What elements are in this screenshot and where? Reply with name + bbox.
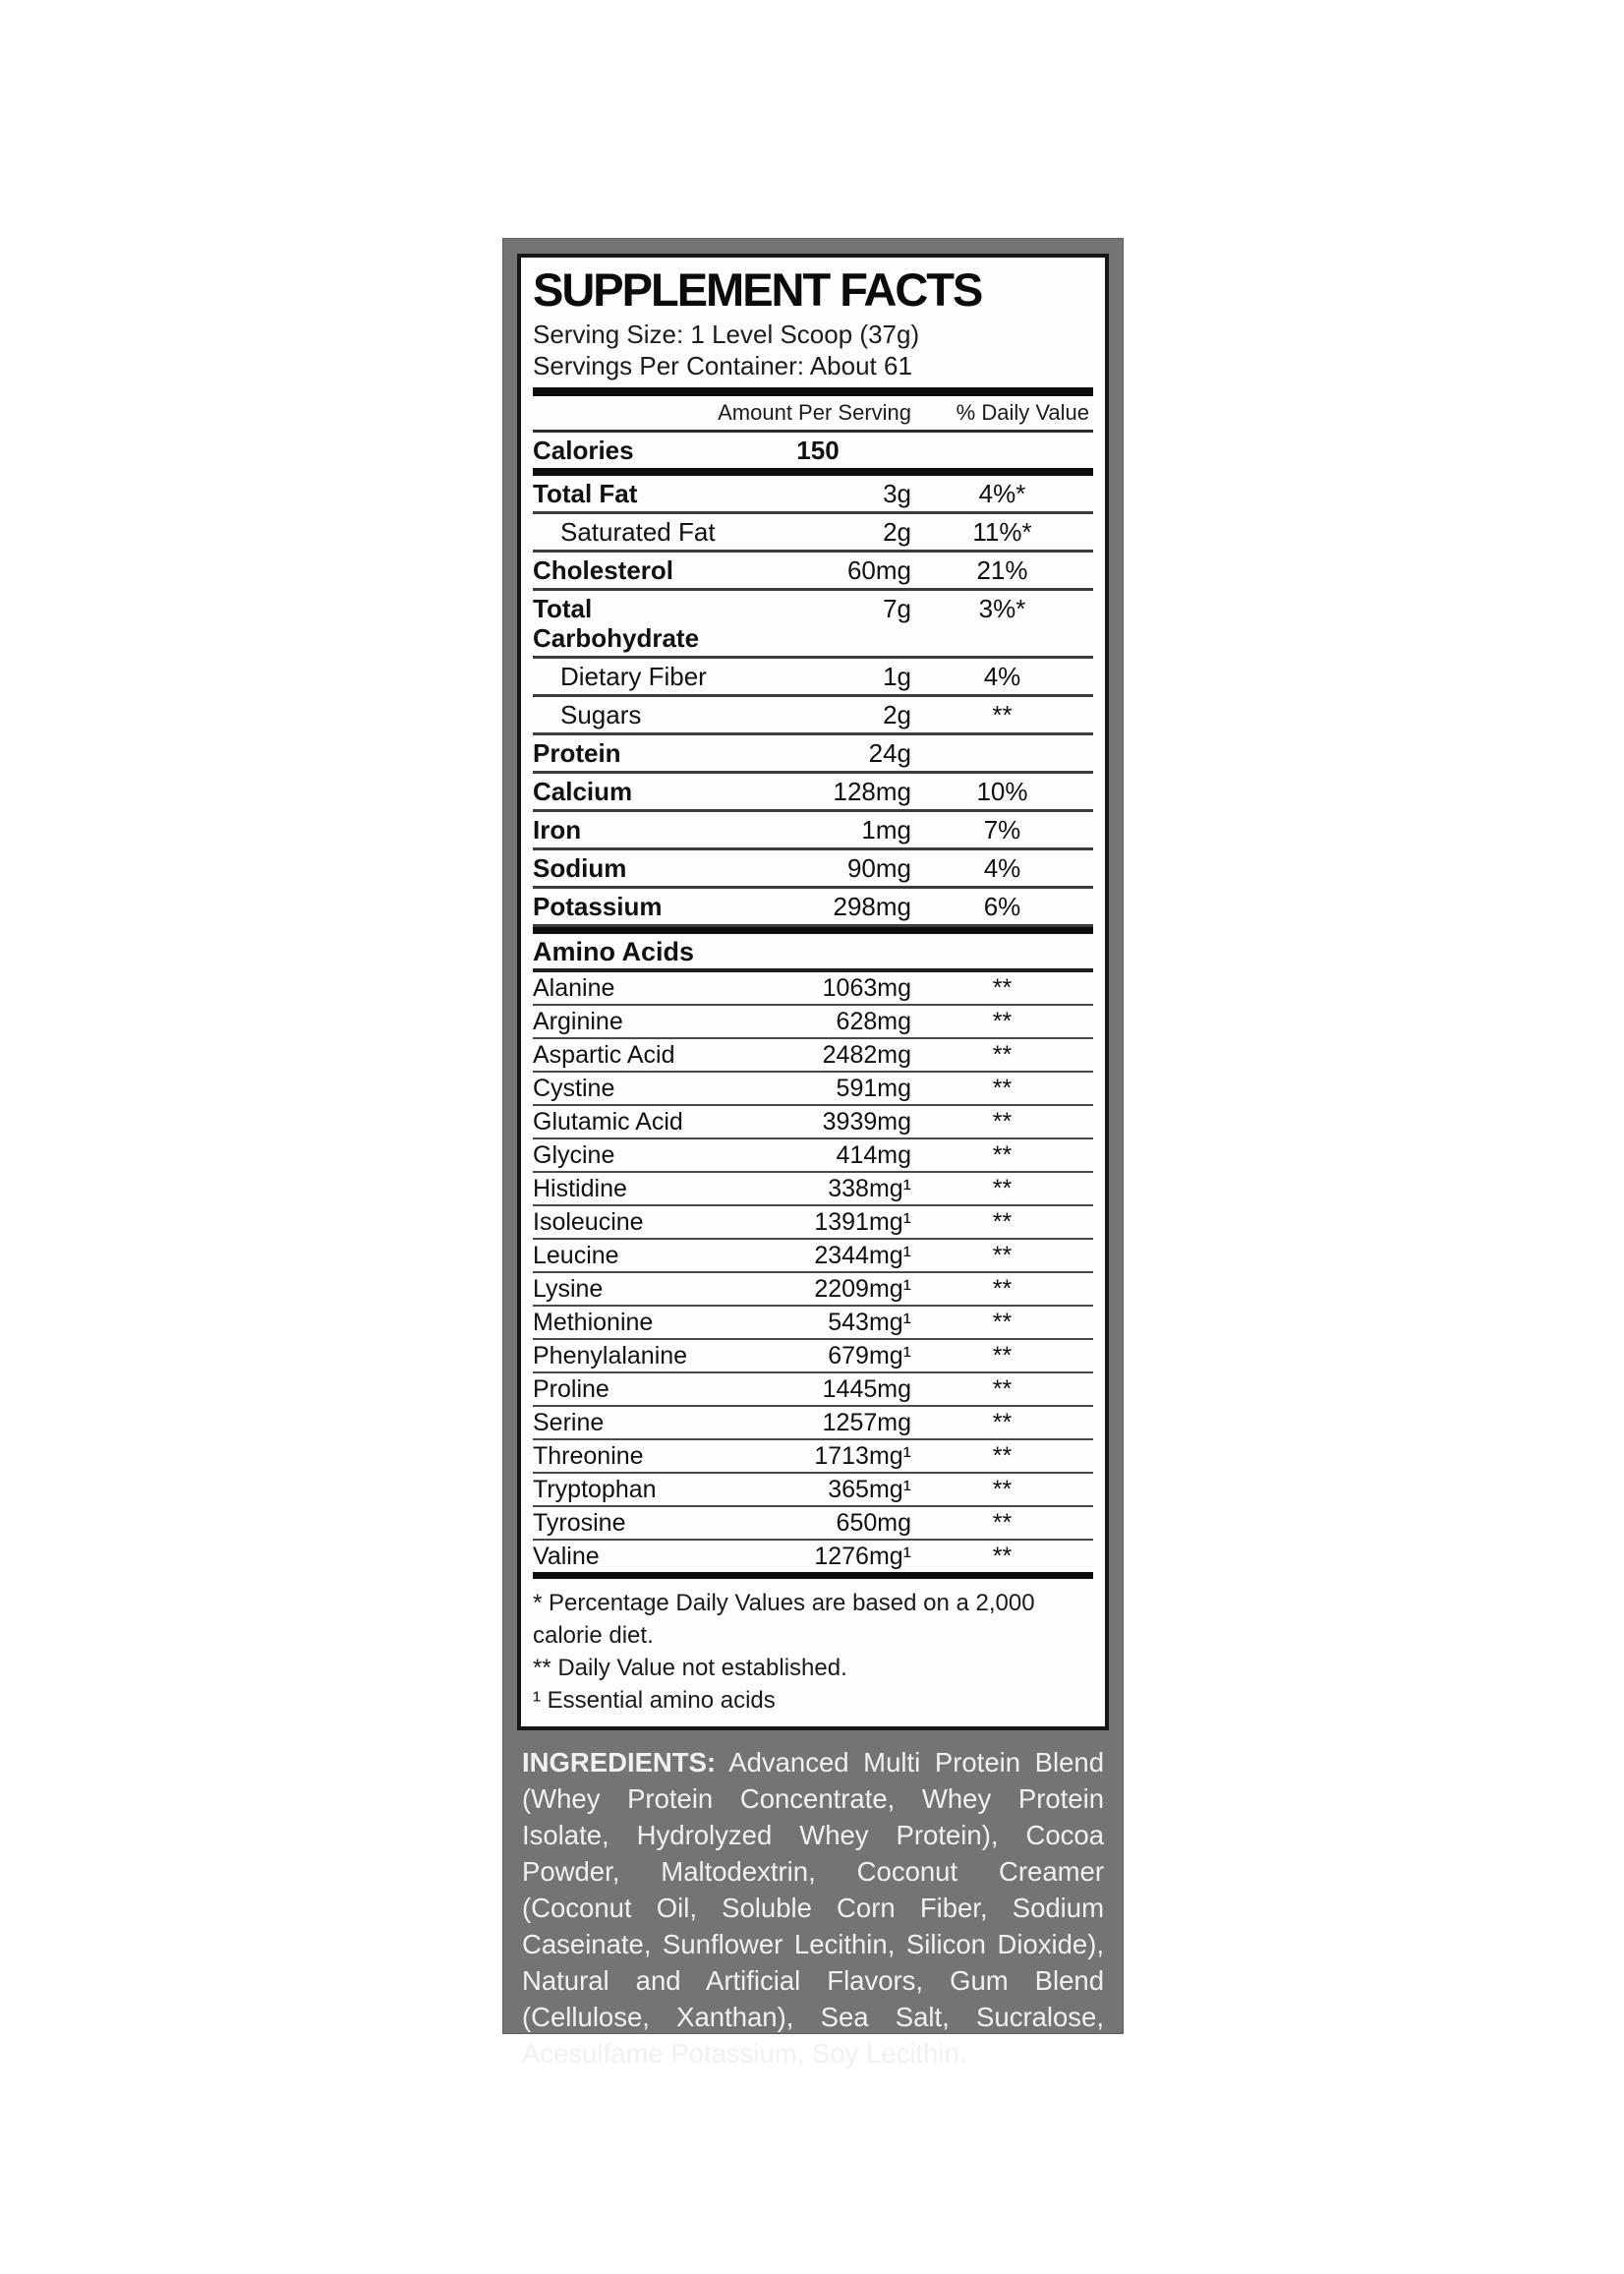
nutrient-name: Iron [533,815,582,845]
nutrient-dv: ** [992,1108,1013,1136]
nutrient-name: Serine [533,1409,605,1436]
nutrient-dv: ** [992,1309,1013,1336]
nutrient-dv: ** [992,1141,1013,1169]
nutrient-name: Cholesterol [533,555,674,585]
nutrient-dv: ** [992,700,1013,729]
table-row [533,1106,1093,1139]
table-row [533,1006,1093,1039]
nutrient-amount: 679mg¹ [828,1342,911,1370]
table-row [533,553,1093,591]
table-row [533,1240,1093,1273]
nutrient-amount: 1713mg¹ [814,1442,911,1470]
nutrient-dv: 21% [976,555,1028,585]
nutrient-amount: 1g [883,662,911,691]
nutrient-dv: 11%* [972,517,1032,547]
nutrient-dv: ** [992,1442,1013,1470]
nutrient-dv: ** [992,1375,1013,1403]
nutrient-dv: 10% [976,777,1028,806]
table-row [533,1307,1093,1340]
ingredients-text: Advanced Multi Protein Blend (Whey Protein Concentrate, Whey Protein Isolate, Hydrolyzed Whey Protein), Cocoa Powder, Maltodextrin, Coconut Creamer (Coconut Oil, Soluble Corn Fiber, Sodium Caseinate, Sunflower Lecithin, Silicon Dioxide), Natural and Artificial Flavors, Gum Blend (Cellulose, Xanthan), Sea Salt, Sucralose, Acesulfame Potassium, Soy Lecithin. [522,1747,1104,2069]
nutrient-name: Glycine [533,1141,615,1169]
nutrient-amount: 3g [883,479,911,508]
nutrient-amount: 2482mg [822,1041,911,1069]
footnote: ** Daily Value not established. [533,1655,847,1681]
nutrient-name: Saturated Fat [560,517,716,547]
servings-per-container: Servings Per Container: About 61 [533,351,912,380]
table-row [533,697,1093,735]
column-header-row [533,396,1093,433]
table-row [533,514,1093,553]
nutrient-dv: ** [992,1208,1013,1236]
nutrient-amount: 2209mg¹ [814,1275,911,1303]
nutrient-amount: 414mg [836,1141,911,1169]
table-row [533,1073,1093,1106]
nutrient-name: Total Carbohydrate [533,594,700,653]
nutrient-amount: 2g [883,517,911,547]
footnote: * Percentage Daily Values are based on a 2,000 calorie diet. [533,1590,1035,1649]
table-row [533,774,1093,812]
table-row [533,1273,1093,1307]
nutrient-amount: 1mg [861,815,911,845]
nutrient-name: Lysine [533,1275,604,1303]
divider-thick [533,387,1093,396]
nutrient-dv: 4%* [978,479,1026,508]
nutrient-name: Protein [533,738,621,768]
amount-column-header: Amount Per Serving [718,400,911,425]
nutrient-amount: 591mg [836,1075,911,1102]
footnote: ¹ Essential amino acids [533,1687,776,1714]
nutrient-amount: 24g [868,738,911,768]
nutrient-name: Tyrosine [533,1509,626,1537]
table-row [533,812,1093,850]
ingredients-label: INGREDIENTS: [522,1747,717,1778]
nutrient-amount: 90mg [846,853,911,883]
dv-column-header: % Daily Value [956,400,1089,425]
nutrient-amount: 1276mg¹ [814,1543,911,1570]
nutrient-amount: 628mg [836,1008,911,1035]
nutrient-dv: 6% [983,892,1021,921]
table-row [533,1407,1093,1440]
nutrient-amount: 2344mg¹ [814,1242,911,1269]
amino-acids-header: Amino Acids [533,927,1093,972]
nutrient-amount: 2g [883,700,911,729]
table-row [533,659,1093,697]
table-row [533,1206,1093,1240]
footnotes [533,1579,1093,1717]
nutrient-amount: 150 [796,436,840,465]
table-row [533,1440,1093,1474]
nutrient-dv: ** [992,1509,1013,1537]
nutrient-dv: ** [992,1476,1013,1503]
nutrient-name: Dietary Fiber [560,662,707,691]
nutrient-name: Calories [533,436,634,465]
serving-info [533,319,1093,381]
nutrient-dv: ** [992,1242,1013,1269]
nutrient-name: Aspartic Acid [533,1041,675,1069]
table-row [533,735,1093,774]
nutrient-dv: ** [992,974,1013,1002]
nutrient-amount: 543mg¹ [828,1309,911,1336]
nutrient-dv: 4% [983,853,1021,883]
nutrient-name: Proline [533,1375,609,1403]
table-row [533,1507,1093,1541]
nutrient-name: Leucine [533,1242,619,1269]
supplement-label [502,238,1124,2069]
nutrient-name: Calcium [533,777,633,806]
nutrient-dv: ** [992,1008,1013,1035]
table-row [533,1340,1093,1373]
nutrient-dv: ** [992,1175,1013,1202]
nutrient-name: Histidine [533,1175,627,1202]
nutrient-dv: 7% [983,815,1021,845]
nutrient-name: Potassium [533,892,663,921]
nutrient-amount: 298mg [833,892,911,921]
nutrient-amount: 1257mg [822,1409,911,1436]
nutrient-amount: 338mg¹ [828,1175,911,1202]
nutrient-amount: 650mg [836,1509,911,1537]
nutrient-name: Methionine [533,1309,654,1336]
nutrient-name: Total Fat [533,479,638,508]
nutrient-dv: ** [992,1275,1013,1303]
nutrient-rows [533,476,1093,927]
nutrient-amount: 7g [883,594,911,623]
nutrient-amount: 1445mg [822,1375,911,1403]
ingredients-section [517,1744,1109,2071]
nutrient-amount: 1063mg [822,974,911,1002]
table-row [533,850,1093,889]
nutrient-dv: ** [992,1075,1013,1102]
nutrient-name: Threonine [533,1442,644,1470]
nutrient-amount: 1391mg¹ [814,1208,911,1236]
nutrient-dv: ** [992,1342,1013,1370]
nutrient-dv: ** [992,1409,1013,1436]
nutrient-amount: 128mg [833,777,911,806]
table-row [533,1373,1093,1407]
serving-size: Serving Size: 1 Level Scoop (37g) [533,320,920,349]
nutrient-name: Isoleucine [533,1208,644,1236]
nutrient-dv: ** [992,1543,1013,1570]
nutrient-name: Sugars [560,700,642,729]
nutrient-dv: 3%* [978,594,1026,623]
calories-row [533,433,1093,476]
table-row [533,889,1093,927]
facts-title: SUPPLEMENT FACTS [533,263,982,316]
nutrient-dv: 4% [983,662,1021,691]
amino-acid-rows [533,972,1093,1579]
nutrient-name: Tryptophan [533,1476,657,1503]
table-row [533,476,1093,514]
nutrient-amount: 3939mg [822,1108,911,1136]
nutrient-name: Alanine [533,974,615,1002]
nutrient-name: Sodium [533,853,627,883]
nutrient-dv: ** [992,1041,1013,1069]
nutrient-name: Cystine [533,1075,615,1102]
nutrient-amount: 365mg¹ [828,1476,911,1503]
nutrient-name: Phenylalanine [533,1342,688,1370]
nutrient-name: Glutamic Acid [533,1108,683,1136]
table-row [533,1039,1093,1073]
nutrient-name: Valine [533,1543,600,1570]
table-row [533,1474,1093,1507]
table-row [533,1173,1093,1206]
table-row [533,591,1093,659]
table-row [533,1541,1093,1572]
table-row [533,1139,1093,1173]
nutrient-name: Arginine [533,1008,623,1035]
table-row [533,972,1093,1006]
facts-panel [517,254,1109,1730]
nutrient-amount: 60mg [846,555,911,585]
